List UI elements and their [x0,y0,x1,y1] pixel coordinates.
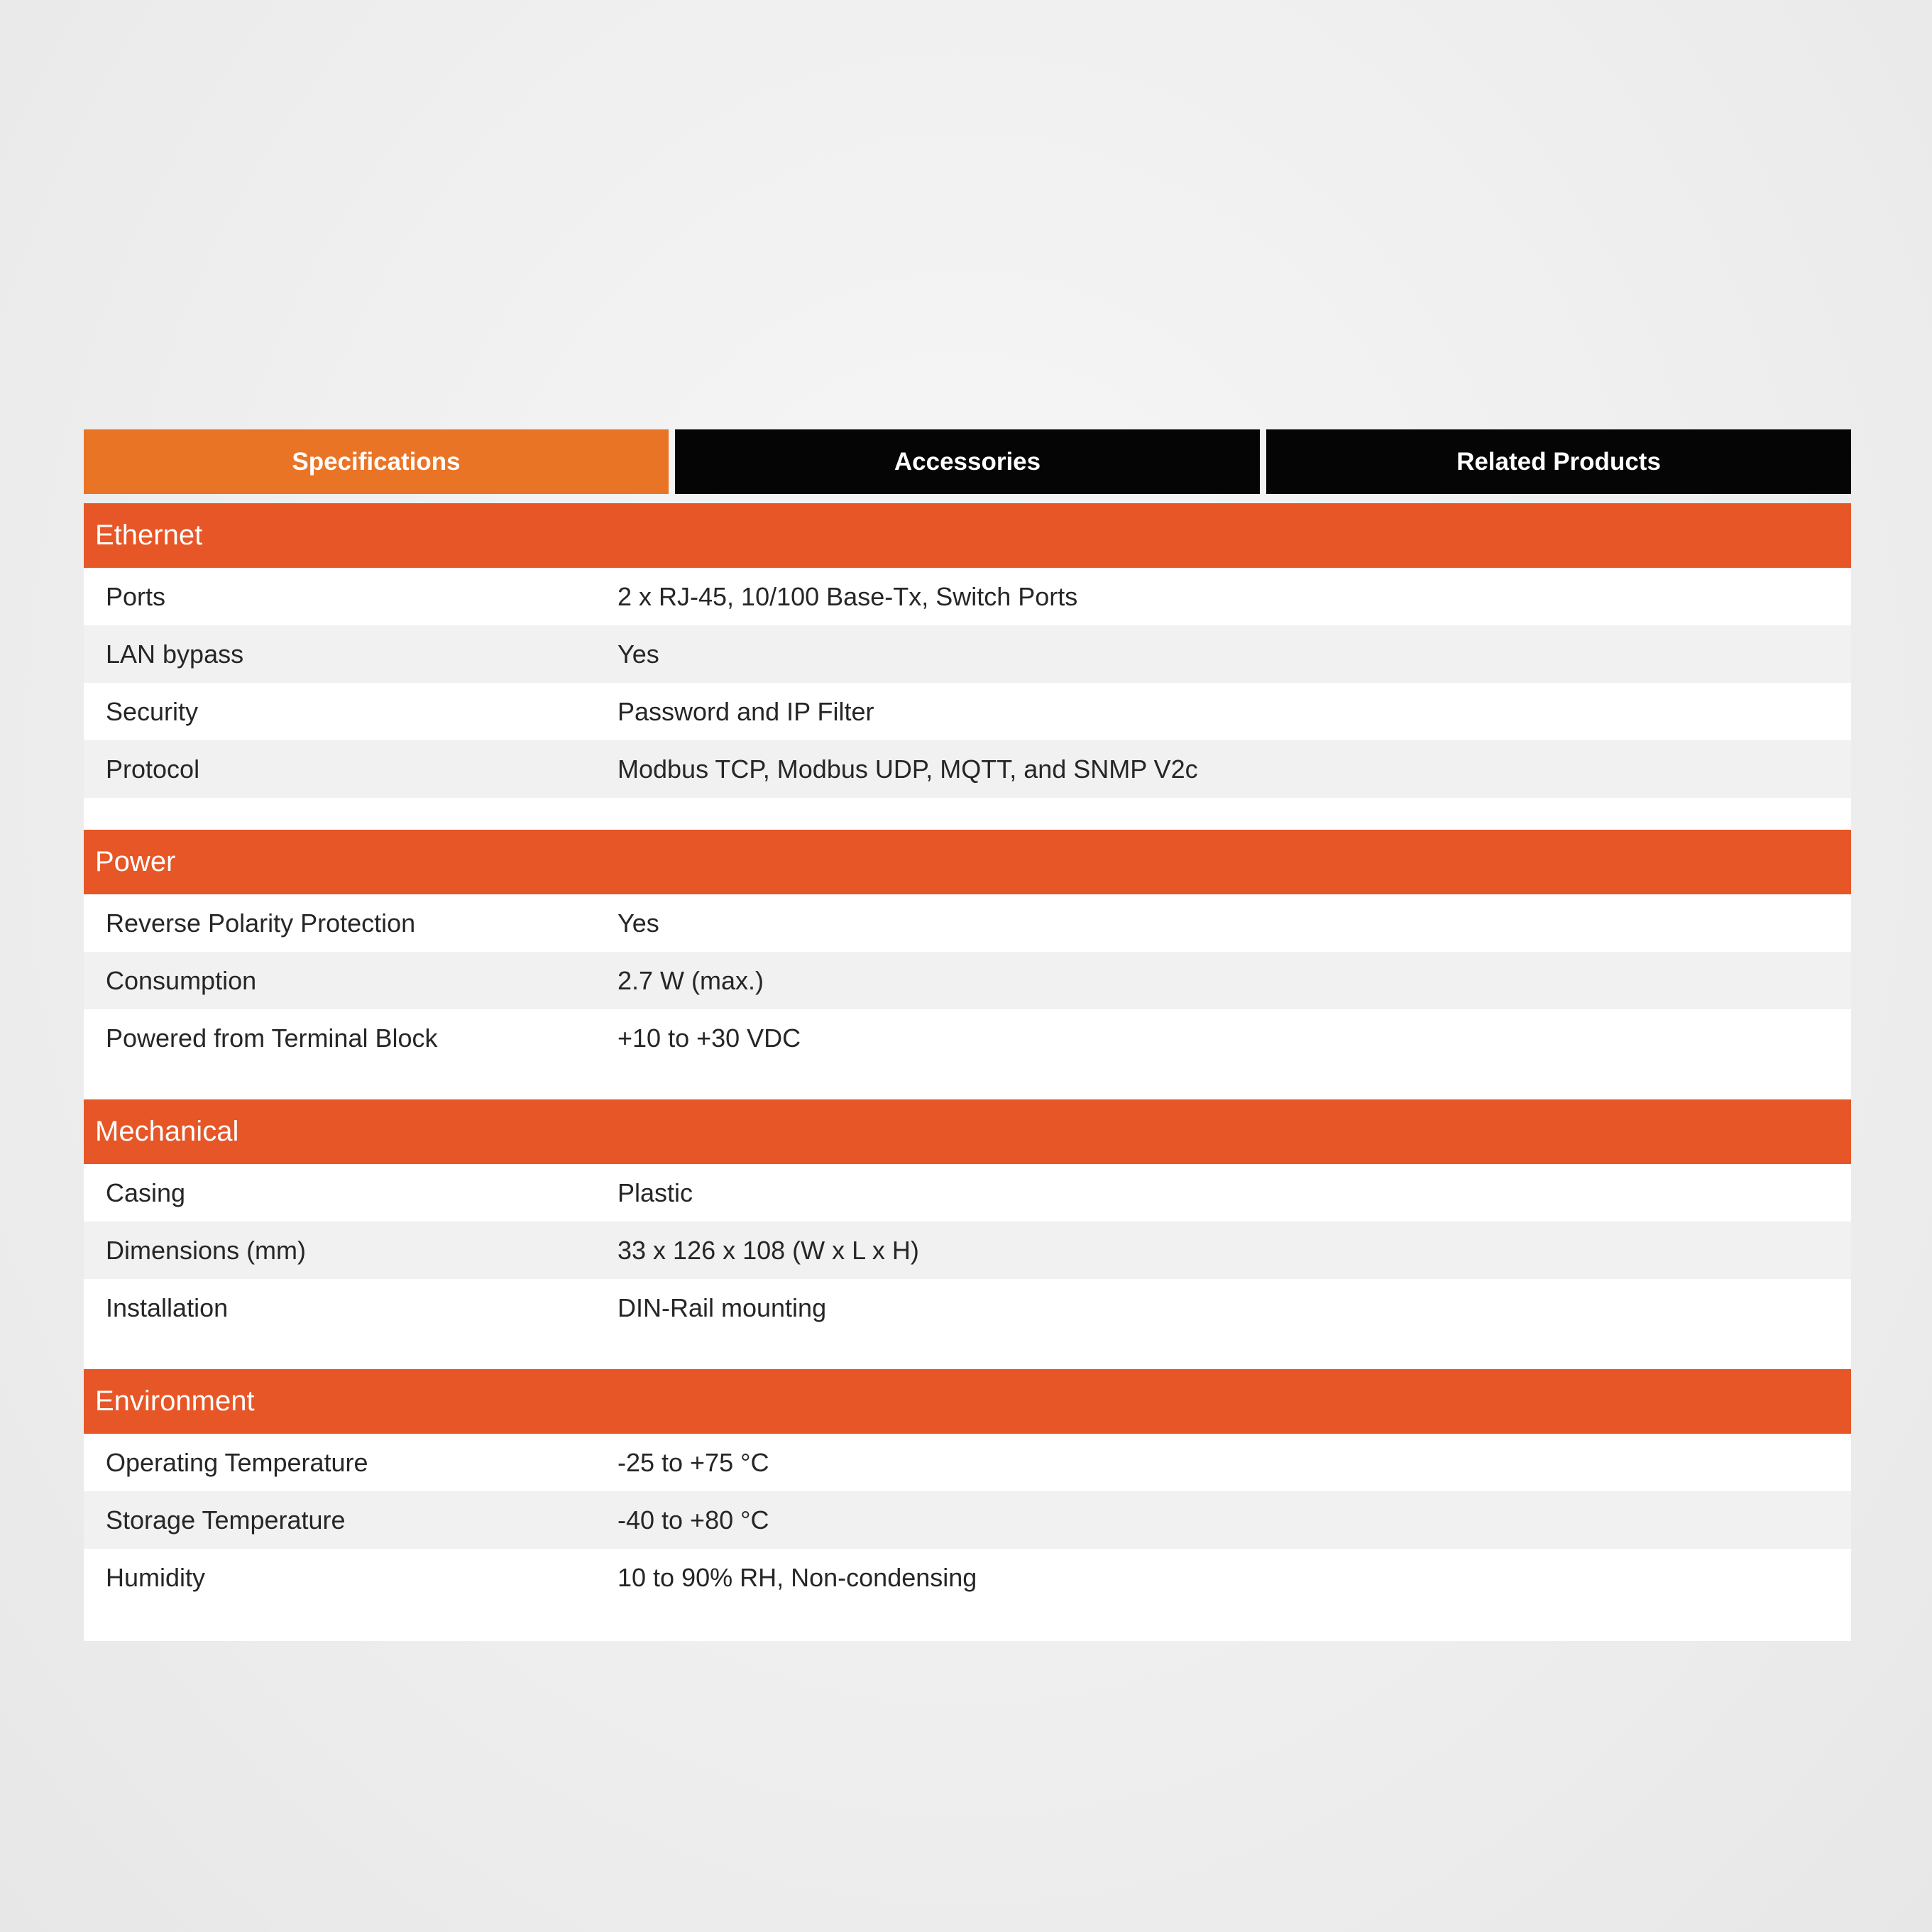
table-row [84,1279,1851,1337]
spec-value: Modbus TCP, Modbus UDP, MQTT, and SNMP V2c [618,754,1198,784]
tab-bar [84,429,1851,494]
table-row [84,740,1851,798]
table-row [84,1434,1851,1491]
spec-label: Consumption [106,965,257,995]
spec-label: Reverse Polarity Protection [106,908,416,938]
tab-related-products[interactable]: Related Products [1266,429,1851,494]
spec-label: Powered from Terminal Block [106,1023,438,1053]
table-bottom-padding [84,1606,1851,1641]
specifications-table [84,503,1851,1641]
spec-label: Installation [106,1292,229,1322]
table-row [84,1491,1851,1549]
spec-value: Yes [618,908,659,938]
spec-value: 10 to 90% RH, Non-condensing [618,1562,977,1592]
table-row [84,683,1851,740]
table-row [84,568,1851,625]
spec-label: Casing [106,1178,186,1207]
spec-label: Dimensions (mm) [106,1235,307,1265]
spec-value: 33 x 126 x 108 (W x L x H) [618,1235,919,1265]
spec-label: Ports [106,581,166,611]
table-row [84,1164,1851,1222]
product-info-panel [84,429,1851,1641]
spec-value: 2.7 W (max.) [618,965,764,995]
table-row [84,1549,1851,1606]
section-spacer [84,1067,1851,1099]
spec-value: -25 to +75 °C [618,1447,769,1477]
spec-value: Yes [618,639,659,669]
section-spacer [84,798,1851,830]
section-header-ethernet: Ethernet [84,503,1851,568]
spec-value: DIN-Rail mounting [618,1292,827,1322]
section-header-environment: Environment [84,1369,1851,1434]
table-row [84,894,1851,952]
tab-accessories[interactable]: Accessories [675,429,1260,494]
table-row [84,952,1851,1009]
spec-label: Security [106,696,199,726]
spec-value: +10 to +30 VDC [618,1023,801,1053]
section-header-mechanical: Mechanical [84,1099,1851,1164]
table-row [84,1222,1851,1279]
spec-value: 2 x RJ-45, 10/100 Base-Tx, Switch Ports [618,581,1078,611]
tab-specifications[interactable]: Specifications [84,429,669,494]
spec-value: -40 to +80 °C [618,1505,769,1535]
spec-value: Plastic [618,1178,693,1207]
section-header-power: Power [84,830,1851,894]
section-spacer [84,1337,1851,1369]
spec-label: Humidity [106,1562,206,1592]
spec-label: Storage Temperature [106,1505,346,1535]
spec-label: LAN bypass [106,639,244,669]
spec-value: Password and IP Filter [618,696,874,726]
table-row [84,625,1851,683]
spec-label: Protocol [106,754,200,784]
table-row [84,1009,1851,1067]
spec-label: Operating Temperature [106,1447,368,1477]
